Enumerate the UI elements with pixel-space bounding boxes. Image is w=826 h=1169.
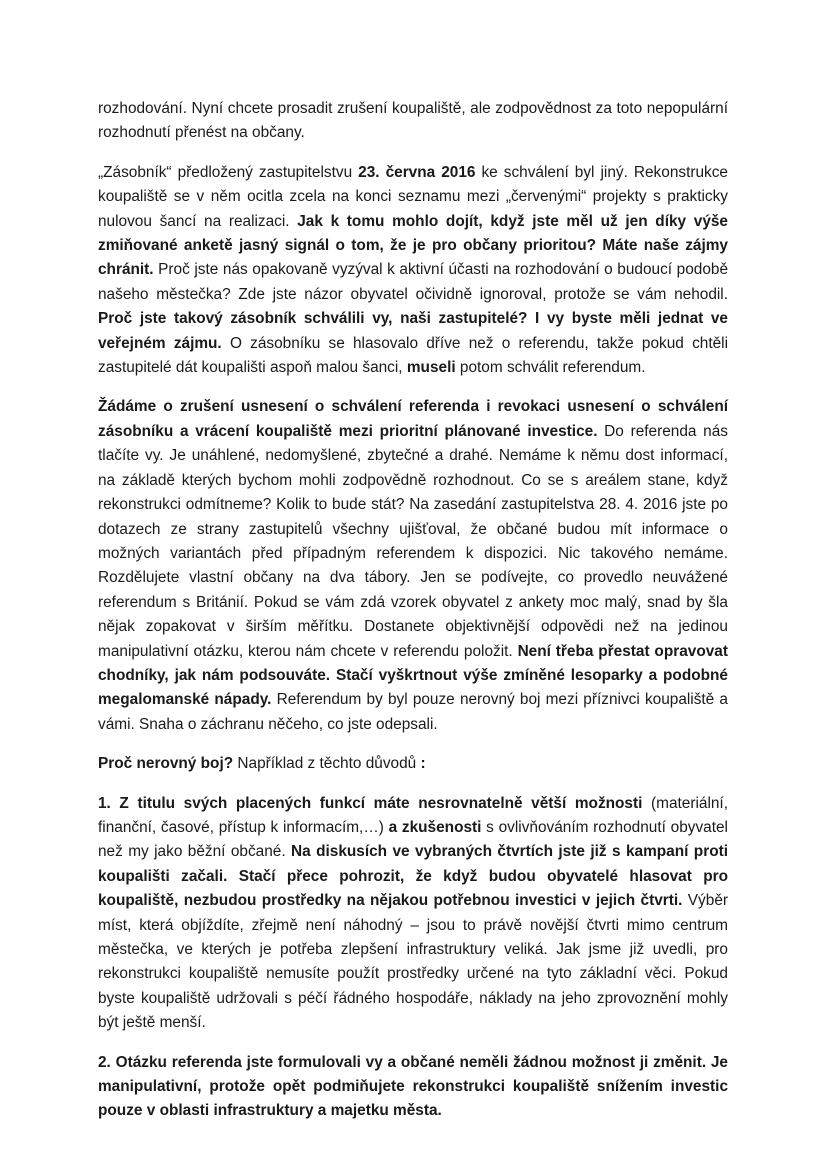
bold-text-run: :: [420, 755, 426, 773]
text-run: Výběr míst, která objíždíte, zřejmě není náhodný – jsou to právě novější čtvrti mimo centrum městečka, ve kterých je potřeba zlepšení infrastruktury veliká. Jak jsme již uvedli, pro rekonstrukci koupaliště nemusíte použít prostředky určené na tyto základní věci. Pokud byste koupaliště udržovali s péčí řádného hospodáře, náklady na jeho zprovoznění mohly být ještě menší.: [98, 892, 728, 1032]
bold-text-run: Proč nerovný boj?: [98, 755, 234, 773]
text-run: rozhodování. Nyní chcete prosadit zrušení koupaliště, ale zodpovědnost za toto nepopulární rozhodnutí přenést na občany.: [98, 100, 728, 142]
paragraph-3: [98, 395, 728, 737]
text-run: Proč jste nás opakovaně vyzýval k aktivní účasti na rozhodování o budoucí podobě našeho městečka? Zde jste názor obyvatel očividně ignoroval, protože se vám nehodil.: [98, 261, 728, 303]
text-run: ke schválení byl jiný. Rekonstrukce koupaliště se v něm ocitla zcela na konci seznamu mezi „červenými“ projekty s prakticky nulovou šancí na realizaci.: [98, 163, 728, 230]
text-run: Do referenda nás tlačíte vy. Je unáhlené, nedomyšlené, zbytečné a drahé. Nemáme k němu dost informací, na základě kterých bychom mohli zodpovědně rozhodnout. Co se s areálem stane, když rekonstrukci odmítneme? Kolik to bude stát? Na zasedání zastupitelstva 28. 4. 2016 jste po dotazech ze strany zastupitelů všechny ujišťoval, že občané budou mít informace o možných variantách před případným referendem k dispozici. Nic takového nemáme. Rozdělujete vlastní občany na dva tábory. Jen se podívejte, co provedlo neuvážené referendum s Británií. Pokud se vám zdá vzorek obyvatel z ankety moc malý, snad by šla nějak zopakovat v širším měřítku. Dostanete objektivnější odpovědi než na jedinou manipulativní otázku, kterou nám chcete v referendu položit.: [98, 422, 728, 660]
bold-text-run: 1. Z titulu svých placených funkcí máte nesrovnatelně větší možnosti: [98, 794, 643, 812]
paragraph-1: [98, 97, 728, 146]
bold-text-run: Není třeba přestat opravovat chodníky, jak nám podsouváte. Stačí vyškrtnout výše zmíněné lesoparky a podobné megalomanské nápady.: [98, 642, 728, 709]
bold-text-run: Na diskusích ve vybraných čtvrtích jste již s kampaní proti koupališti začali. Stačí přece pohrozit, že když budou obyvatelé hlasovat pro koupaliště, nezbudou prostředky na nějakou potřebnou investici v jejich čtvrti.: [98, 843, 728, 910]
text-run: (materiální, finanční, časové, přístup k informacím,…): [98, 794, 728, 836]
bold-text-run: 2. Otázku referenda jste formulovali vy a občané neměli žádnou možnost ji změnit. Je manipulativní, protože opět podmiňujete rekonstrukci koupaliště snížením investic pouze v oblasti infrastruktury a majetku města.: [98, 1053, 728, 1120]
bold-text-run: museli: [406, 359, 456, 377]
text-run: Referendum by byl pouze nerovný boj mezi příznivci koupaliště a vámi. Snaha o záchranu něčeho, co jste odepsali.: [98, 691, 728, 733]
text-run: s ovlivňováním rozhodnutí obyvatel než my jako běžní občané.: [98, 818, 728, 861]
text-run: „Zásobník“ předložený zastupitelstvu: [98, 163, 359, 181]
bold-text-run: Proč jste takový zásobník schválili vy, naši zastupitelé? I vy byste měli jednat ve veřejném zájmu.: [98, 310, 728, 352]
paragraph-5: [98, 792, 728, 1036]
paragraph-6: [98, 1051, 728, 1124]
bold-text-run: Žádáme o zrušení usnesení o schválení referenda i revokaci usnesení o schválení zásobníku a vrácení koupaliště mezi prioritní plánované investice.: [98, 398, 728, 440]
document-page: [98, 97, 728, 1139]
bold-text-run: Jak k tomu mohlo dojít, když jste měl už jen díky výše zmiňované anketě jasný signál o tom, že je pro občany prioritou? Máte naše zájmy chránit.: [98, 212, 728, 279]
paragraph-2: [98, 161, 728, 381]
bold-text-run: 23. června 2016: [358, 163, 476, 181]
bold-text-run: a zkušenosti: [388, 818, 482, 836]
text-run: O zásobníku se hlasovalo dříve než o referendu, takže pokud chtěli zastupitelé dát koupališti aspoň malou šanci,: [98, 334, 728, 377]
text-run: Například z těchto důvodů: [233, 755, 421, 773]
text-run: potom schválit referendum.: [455, 359, 646, 377]
paragraph-4: [98, 752, 728, 776]
